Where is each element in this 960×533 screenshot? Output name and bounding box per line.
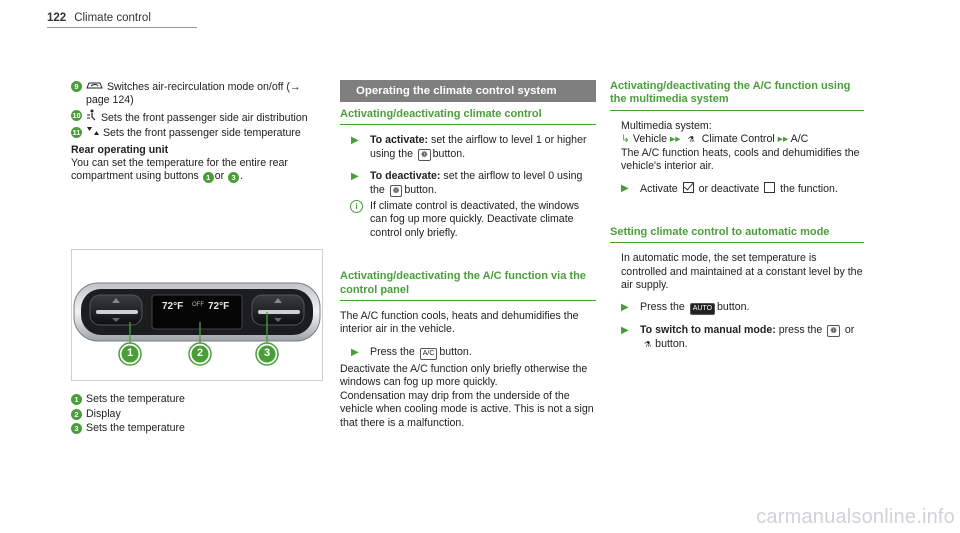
- rear-heading: Rear operating unit: [71, 143, 169, 156]
- step-text: set the airflow to level 1 or higher using the: [370, 134, 587, 160]
- instruction-step: [340, 346, 596, 360]
- info-note: [340, 200, 596, 240]
- path-arrow-icon: ▸▸: [669, 133, 681, 146]
- callout-badge: 11: [72, 128, 81, 138]
- callout-1: 1: [126, 347, 134, 359]
- list-item-text: Switches air-recirculation mode on/off (→ page 124): [86, 81, 301, 107]
- section-bar: Operating the climate control system: [340, 80, 596, 102]
- section-heading: Setting climate control to automatic mode: [610, 226, 864, 243]
- display-left-temp: 72°F: [162, 301, 184, 312]
- step-text: Press the: [640, 301, 685, 314]
- step-text: press the: [775, 324, 823, 337]
- step-arrow-icon: ▶: [351, 171, 359, 183]
- step-text-end: button.: [717, 301, 750, 314]
- instruction-step: [610, 301, 864, 315]
- legend-text: Display: [86, 407, 121, 420]
- climate-icon: ⚗: [687, 135, 695, 145]
- air-distribution-icon: [86, 112, 98, 124]
- step-text: Activate: [640, 183, 678, 196]
- paragraph: In automatic mode, the set temperature is controlled and maintained at a constant level by the air supply.: [621, 252, 863, 292]
- step-text-end: button.: [439, 345, 472, 358]
- rear-text: You can set the temperature for the entire rear compartment using buttons: [71, 157, 288, 183]
- step-text-end: button.: [432, 147, 466, 160]
- air-distribution-icon: ⚗: [644, 339, 652, 349]
- step-text-end: button.: [404, 183, 437, 196]
- list-item-text: Sets the front passenger side air distribution: [100, 111, 308, 124]
- callout-badge: 10: [72, 110, 81, 120]
- list-item: [71, 80, 323, 108]
- watermark: carmanualsonline.info: [756, 506, 955, 528]
- fan-icon: ❁: [827, 325, 840, 337]
- info-icon: i: [350, 200, 363, 213]
- path-start-icon: ↳: [621, 133, 630, 146]
- step-text: Press the: [370, 345, 415, 358]
- paragraph: The A/C function heats, cools and dehumidifies the vehicle's interior air.: [621, 146, 860, 173]
- step-label: To deactivate:: [370, 170, 441, 183]
- callout-badge: 9: [71, 81, 82, 92]
- path-ac: A/C: [790, 133, 809, 146]
- step-arrow-icon: ▶: [351, 346, 359, 358]
- paragraph: The A/C function cools, heats and dehumidifies the interior air in the vehicle.: [340, 310, 579, 336]
- ac-button-icon: A/C: [420, 348, 438, 360]
- display-off-label: OFF: [192, 302, 204, 308]
- column-middle: [340, 80, 596, 430]
- step-text-end: button.: [655, 337, 688, 350]
- callout-3: 3: [263, 347, 271, 359]
- step-text: the function.: [780, 183, 838, 196]
- rear-text-or: or: [214, 170, 225, 183]
- rear-unit-illustration: [71, 249, 323, 381]
- column-left: [71, 80, 323, 184]
- fan-icon: ❁: [418, 149, 431, 161]
- step-text: or deactivate: [698, 183, 760, 196]
- legend-row: [71, 392, 321, 407]
- air-recirculation-icon: [86, 81, 104, 93]
- legend-row: [71, 407, 321, 422]
- menu-path: [610, 133, 864, 146]
- list-item: [71, 126, 323, 140]
- temperature-arrows-icon: [86, 127, 100, 139]
- path-arrow-icon: ▸▸: [777, 133, 789, 146]
- auto-button-icon: AUTO: [690, 303, 715, 315]
- section-heading: Activating/deactivating the A/C function via the control panel: [340, 270, 596, 301]
- step-label: To switch to manual mode:: [640, 324, 776, 337]
- unchecked-box-icon: [764, 182, 775, 193]
- callout-badge: 2: [71, 409, 82, 420]
- page-number: 122: [47, 12, 67, 24]
- paragraph: Deactivate the A/C function only briefly otherwise the windows can fog up more quickly.: [340, 362, 588, 389]
- legend-text: Sets the temperature: [86, 422, 185, 435]
- callout-badge: 3: [71, 423, 82, 434]
- paragraph: Condensation may drip from the underside of the vehicle when cooling mode is active. This is not a sign that there is a malfunction.: [340, 389, 594, 429]
- callout-2: 2: [196, 347, 204, 359]
- figure-legend: [71, 392, 321, 436]
- step-arrow-icon: ▶: [621, 325, 629, 337]
- instruction-step: [340, 134, 596, 161]
- step-text: or: [844, 324, 855, 337]
- checked-box-icon: [683, 182, 694, 193]
- multimedia-label: Multimedia system:: [621, 119, 712, 132]
- rear-text-end: .: [240, 170, 244, 183]
- path-climate: Climate Control: [701, 133, 775, 146]
- instruction-step: [610, 182, 864, 196]
- step-arrow-icon: ▶: [621, 183, 629, 195]
- chapter-title: Climate control: [74, 12, 151, 24]
- header-rule: [47, 27, 197, 28]
- callout-lines: [72, 250, 322, 380]
- legend-text: Sets the temperature: [86, 393, 185, 405]
- list-item: [71, 109, 323, 125]
- step-label: To activate:: [370, 134, 429, 147]
- fan-icon: ❁: [390, 185, 403, 197]
- instruction-step: [610, 324, 864, 351]
- list-item-text: Sets the front passenger side temperature: [102, 127, 301, 140]
- display-right-temp: 72°F: [208, 301, 230, 312]
- callout-badge: 3: [228, 172, 239, 183]
- legend-row: [71, 421, 321, 436]
- callout-badge: 1: [71, 394, 82, 405]
- section-heading: Activating/deactivating the A/C function using the multimedia system: [610, 80, 864, 111]
- instruction-step: [340, 170, 596, 197]
- step-arrow-icon: ▶: [351, 135, 359, 147]
- section-heading: Activating/deactivating climate control: [340, 108, 596, 125]
- path-vehicle: Vehicle: [632, 133, 668, 146]
- column-right: [610, 80, 864, 351]
- note-text: If climate control is deactivated, the windows can fog up more quickly. Deactivate climate control only briefly.: [370, 200, 580, 239]
- rear-paragraph: [71, 157, 323, 184]
- callout-badge: 1: [203, 172, 214, 183]
- step-text: set the airflow to level 0 using the: [370, 170, 583, 196]
- step-arrow-icon: ▶: [621, 302, 629, 314]
